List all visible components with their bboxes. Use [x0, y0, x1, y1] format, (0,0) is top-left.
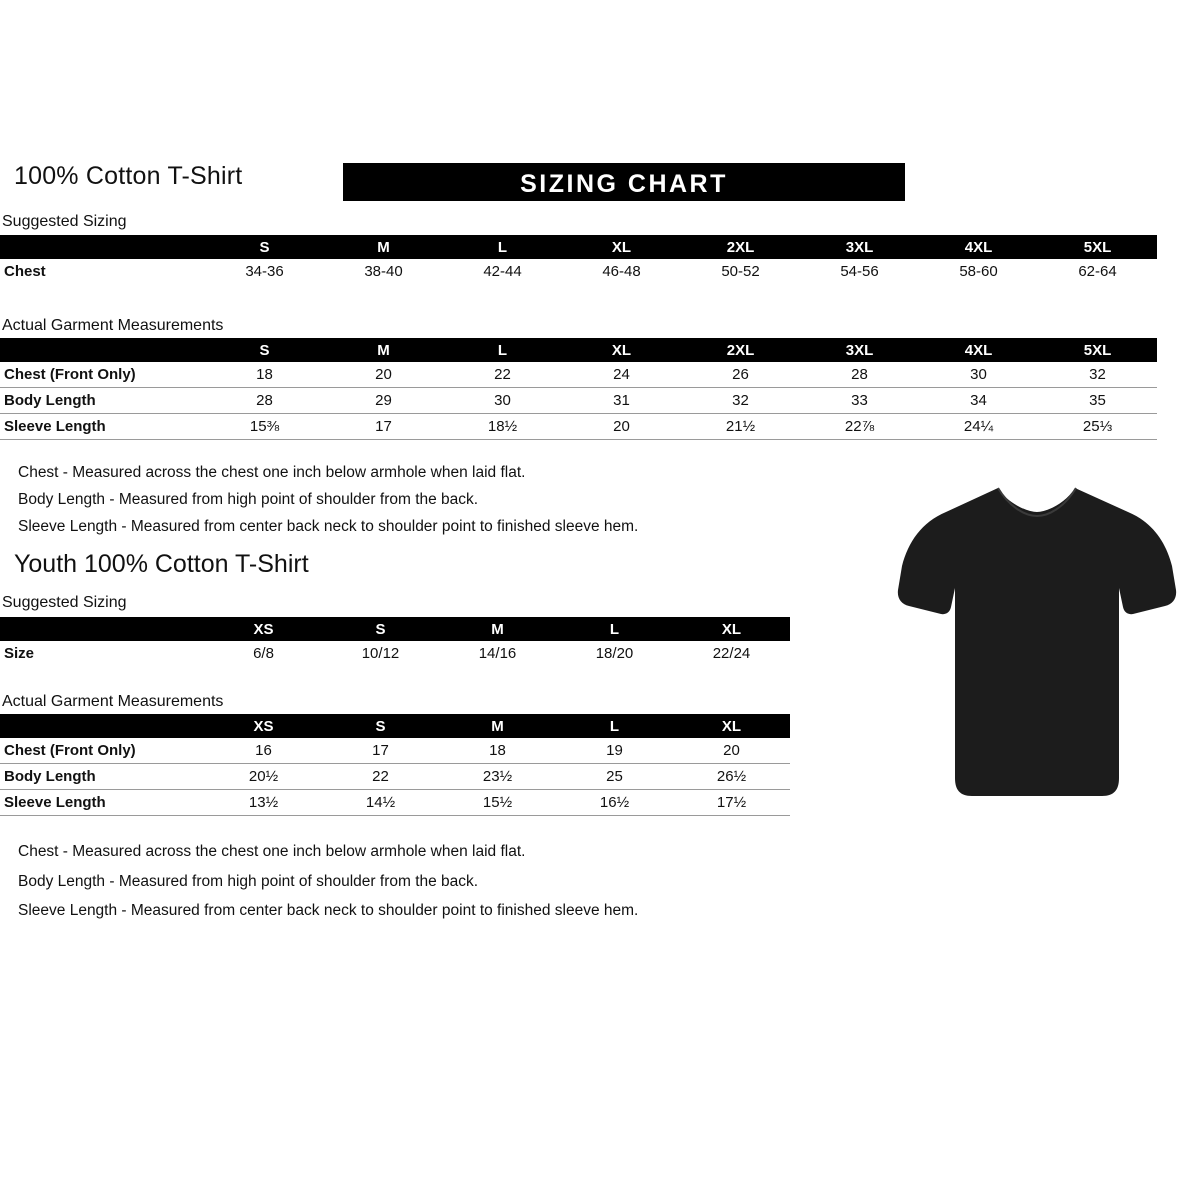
table-cell: 34	[919, 388, 1038, 414]
table-cell: 29	[324, 388, 443, 414]
table-cell: 15½	[439, 790, 556, 816]
column-header: S	[322, 617, 439, 641]
table-cell: 26	[681, 362, 800, 388]
table-cell: 17	[324, 414, 443, 440]
column-header: M	[324, 235, 443, 259]
table-cell: 10/12	[361, 645, 400, 662]
column-header: XS	[205, 714, 322, 738]
table-cell: 33	[800, 388, 919, 414]
column-header: L	[556, 714, 673, 738]
column-header: XS	[205, 617, 322, 641]
table-row	[0, 764, 790, 790]
row-label: Size	[4, 645, 35, 662]
table-header-row	[0, 338, 1157, 362]
table-cell: 17	[322, 738, 439, 764]
adult-actual-label: Actual Garment Measurements	[2, 317, 224, 334]
table-cell: 16	[205, 738, 322, 764]
table-cell: 14/16	[478, 645, 517, 662]
table-cell: 20	[562, 414, 681, 440]
youth-actual-measurements-table	[0, 714, 790, 816]
column-header	[0, 235, 205, 259]
column-header: 5XL	[1038, 338, 1157, 362]
column-header: 2XL	[681, 235, 800, 259]
table-header-row	[0, 714, 790, 738]
youth-suggested-label: Suggested Sizing	[2, 594, 127, 611]
adult-note-chest: Chest - Measured across the chest one inch below armhole when laid flat.	[18, 464, 526, 481]
table-cell: 22	[322, 764, 439, 790]
sizing-chart-banner-text: SIZING CHART	[520, 170, 728, 198]
table-row	[0, 738, 790, 764]
table-row	[0, 362, 1157, 388]
table-cell: 62-64	[1078, 263, 1117, 280]
table-cell: 30	[443, 388, 562, 414]
youth-note-chest: Chest - Measured across the chest one inch below armhole when laid flat.	[18, 843, 526, 860]
column-header: 5XL	[1038, 235, 1157, 259]
row-label: Body Length	[0, 388, 205, 414]
table-header-row	[0, 235, 1157, 259]
table-cell: 34-36	[245, 263, 284, 280]
column-header: L	[556, 617, 673, 641]
column-header: 4XL	[919, 338, 1038, 362]
column-header: M	[439, 617, 556, 641]
table-row	[0, 414, 1157, 440]
table-cell: 25⅓	[1038, 414, 1157, 440]
column-header: M	[324, 338, 443, 362]
table-cell: 46-48	[602, 263, 641, 280]
column-header: S	[205, 235, 324, 259]
row-label: Chest	[4, 263, 46, 280]
table-cell: 15⅜	[205, 414, 324, 440]
youth-actual-label: Actual Garment Measurements	[2, 693, 224, 710]
table-cell: 25	[556, 764, 673, 790]
column-header: L	[443, 235, 562, 259]
column-header: M	[439, 714, 556, 738]
adult-suggested-sizing-table	[0, 235, 1157, 284]
column-header: XL	[673, 714, 790, 738]
table-cell: 18	[205, 362, 324, 388]
table-row	[0, 641, 790, 666]
table-cell: 42-44	[483, 263, 522, 280]
table-cell: 28	[205, 388, 324, 414]
youth-note-body-length: Body Length - Measured from high point of shoulder from the back.	[18, 873, 479, 890]
adult-note-body-length: Body Length - Measured from high point of shoulder from the back.	[18, 491, 479, 508]
table-cell: 38-40	[364, 263, 403, 280]
table-cell: 28	[800, 362, 919, 388]
row-label: Chest (Front Only)	[0, 362, 205, 388]
table-cell: 17½	[673, 790, 790, 816]
table-cell: 58-60	[959, 263, 998, 280]
table-row	[0, 388, 1157, 414]
adult-suggested-label: Suggested Sizing	[2, 213, 127, 230]
table-cell: 22	[443, 362, 562, 388]
column-header: 3XL	[800, 235, 919, 259]
table-cell: 6/8	[253, 645, 274, 662]
table-header-row	[0, 617, 790, 641]
row-label: Sleeve Length	[0, 414, 205, 440]
column-header	[0, 338, 205, 362]
table-cell: 18/20	[595, 645, 634, 662]
column-header: XL	[562, 338, 681, 362]
column-header: 4XL	[919, 235, 1038, 259]
table-cell: 22⅞	[800, 414, 919, 440]
column-header: XL	[673, 617, 790, 641]
column-header: S	[205, 338, 324, 362]
table-cell: 24¼	[919, 414, 1038, 440]
table-cell: 35	[1038, 388, 1157, 414]
column-header: 3XL	[800, 338, 919, 362]
column-header: 2XL	[681, 338, 800, 362]
adult-section-title: 100% Cotton T-Shirt	[14, 162, 243, 190]
table-cell: 16½	[556, 790, 673, 816]
adult-note-sleeve-length: Sleeve Length - Measured from center back neck to shoulder point to finished sleeve hem.	[18, 518, 639, 535]
table-cell: 23½	[439, 764, 556, 790]
table-cell: 22/24	[712, 645, 751, 662]
table-cell: 14½	[322, 790, 439, 816]
column-header: XL	[562, 235, 681, 259]
table-cell: 20	[324, 362, 443, 388]
table-cell: 31	[562, 388, 681, 414]
row-label: Chest (Front Only)	[0, 738, 205, 764]
table-cell: 19	[556, 738, 673, 764]
table-cell: 21½	[681, 414, 800, 440]
table-cell: 26½	[673, 764, 790, 790]
tshirt-illustration	[890, 478, 1180, 808]
youth-suggested-sizing-table	[0, 617, 790, 666]
column-header: S	[322, 714, 439, 738]
table-cell: 24	[562, 362, 681, 388]
table-cell: 32	[681, 388, 800, 414]
table-cell: 20½	[205, 764, 322, 790]
column-header	[0, 714, 205, 738]
table-cell: 54-56	[840, 263, 879, 280]
table-cell: 13½	[205, 790, 322, 816]
table-cell: 30	[919, 362, 1038, 388]
row-label: Sleeve Length	[0, 790, 205, 816]
youth-section-title: Youth 100% Cotton T-Shirt	[14, 550, 309, 578]
sizing-chart-banner	[343, 163, 905, 201]
table-row	[0, 790, 790, 816]
youth-note-sleeve-length: Sleeve Length - Measured from center back neck to shoulder point to finished sleeve hem.	[18, 902, 639, 919]
table-cell: 18½	[443, 414, 562, 440]
row-label: Body Length	[0, 764, 205, 790]
column-header: L	[443, 338, 562, 362]
table-cell: 32	[1038, 362, 1157, 388]
table-cell: 50-52	[721, 263, 760, 280]
table-row	[0, 259, 1157, 284]
adult-actual-measurements-table	[0, 338, 1157, 440]
table-cell: 20	[673, 738, 790, 764]
column-header	[0, 617, 205, 641]
table-cell: 18	[439, 738, 556, 764]
